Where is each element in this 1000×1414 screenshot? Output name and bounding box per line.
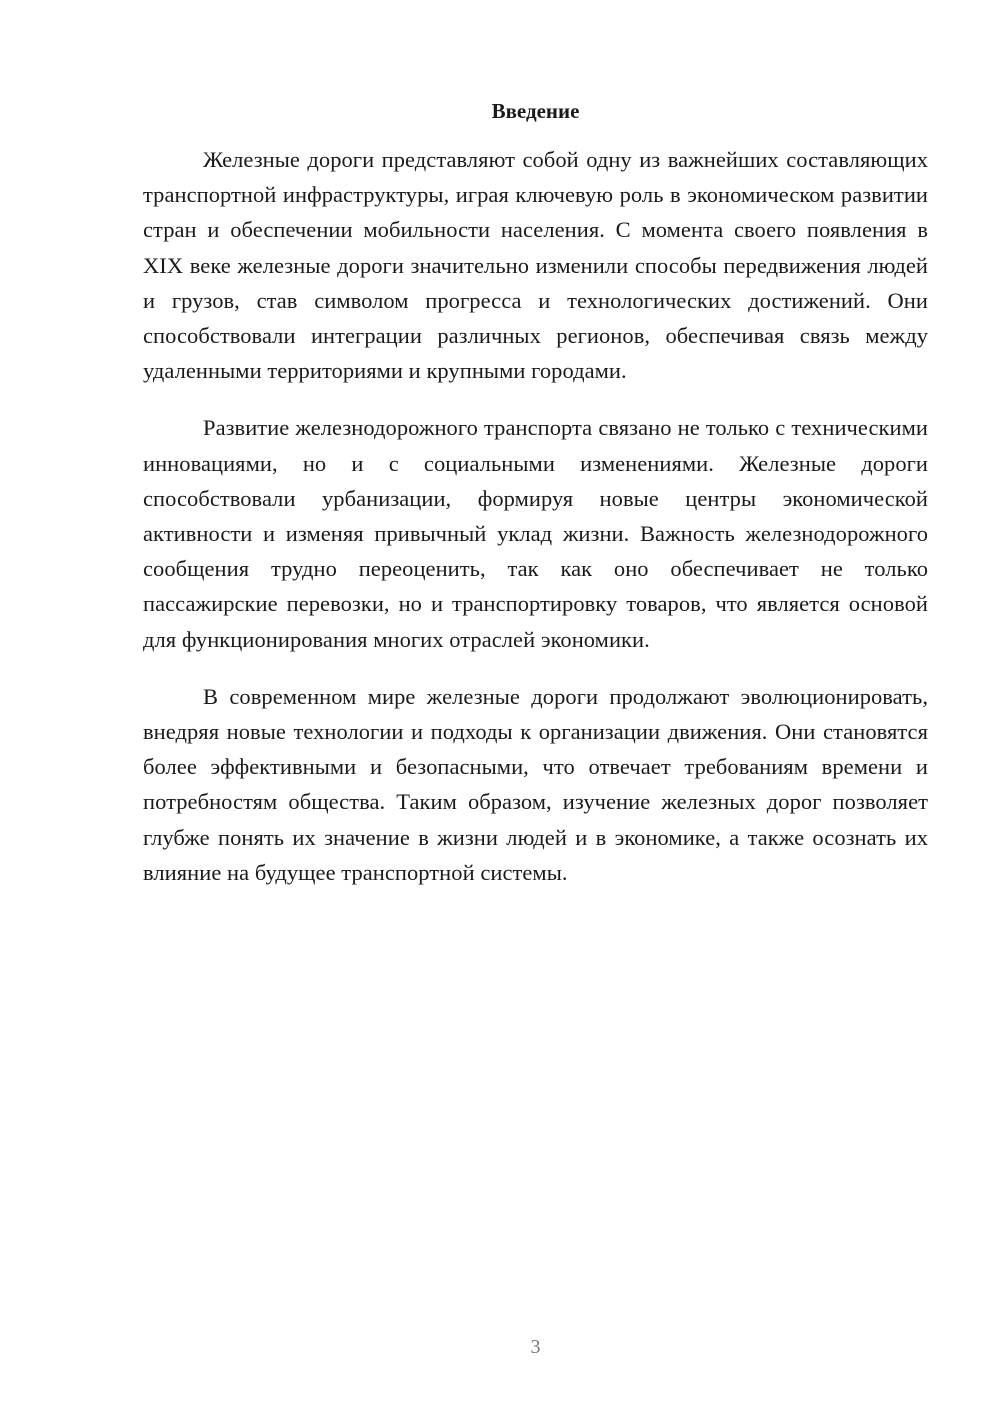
- paragraph-1: Железные дороги представляют собой одну из важнейших составляющих транспортной инфраструктуры, играя ключевую роль в экономическом развитии стран и обеспечении мобильности населения. С момента своего появления в XIX веке железные дороги значительно изменили способы передвижения людей и грузов, став символом прогресса и технологических достижений. Они способствовали интеграции различных регионов, обеспечивая связь между удаленными территориями и крупными городами.: [143, 147, 928, 384]
- paragraph-2: Развитие железнодорожного транспорта связано не только с техническими инновациями, но и с социальными изменениями. Железные дороги способствовали урбанизации, формируя новые центры экономической активности и изменяя привычный уклад жизни. Важность железнодорожного сообщения трудно переоценить, так как оно обеспечивает не только пассажирские перевозки, но и транспортировку товаров, что является основой для функционирования многих отраслей экономики.: [143, 415, 928, 652]
- paragraph-3: В современном мире железные дороги продолжают эволюционировать, внедряя новые технологии и подходы к организации движения. Они становятся более эффективными и безопасными, что отвечает требованиям времени и потребностям общества. Таким образом, изучение железных дорог позволяет глубже понять их значение в жизни людей и в экономике, а также осознать их влияние на будущее транспортной системы.: [143, 683, 928, 885]
- body-text: [143, 142, 928, 912]
- section-heading: Введение: [491, 99, 580, 123]
- page-number: 3: [530, 1336, 541, 1358]
